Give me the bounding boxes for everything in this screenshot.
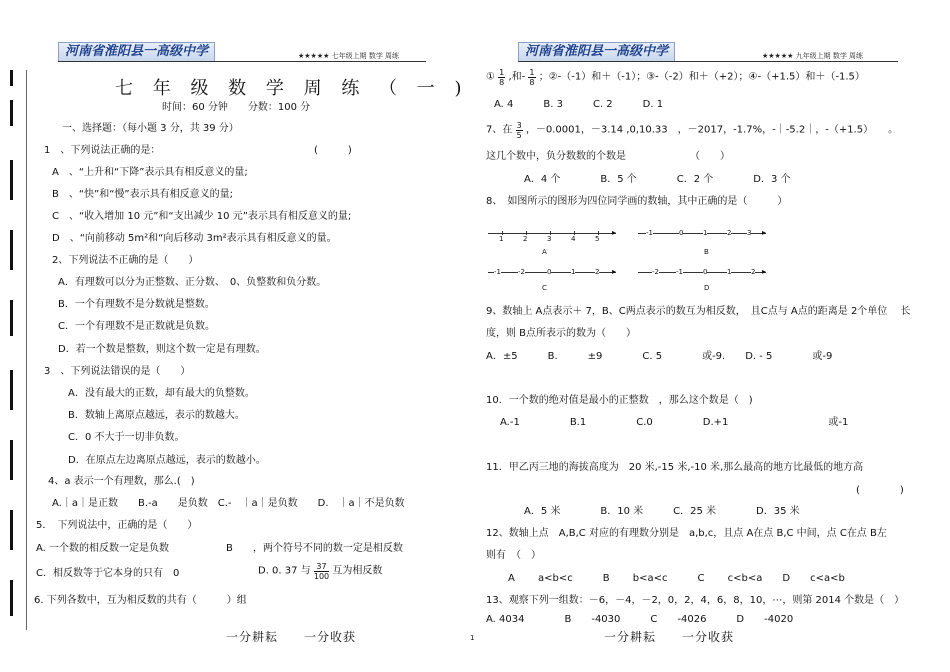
option-b: B 、“快”和“慢”表示具有相反意义的量;	[52, 189, 233, 200]
binding-mark	[10, 230, 13, 270]
binding-mark	[10, 440, 13, 480]
option-d: D．在原点左边离原点越远，表示的数越小。	[68, 455, 266, 466]
axis-label: 2	[523, 235, 528, 243]
question-11-options: A．5 米 B．10 米 C．25 米 D．35 米	[524, 506, 800, 517]
question-10-options: A.-1 B.1 C.0 D.+1 或-1	[500, 417, 849, 428]
axis-label: -1	[494, 268, 501, 276]
question-4: 4、a 表示一个有理数，那么.( )	[48, 476, 195, 487]
axis-caption: A	[542, 248, 547, 256]
axis-label: 1	[499, 235, 504, 243]
numerator: 3	[516, 121, 522, 130]
axis-label: 2	[727, 229, 732, 237]
header-rule-left	[58, 61, 426, 62]
binding-mark	[10, 70, 13, 86]
axis-label: -2	[518, 268, 525, 276]
option-d: D 、“向前移动 5m²和“向后移动 3m²表示具有相反意义的量。	[52, 233, 337, 244]
footer-motto-left: 一分耕耘 一分收获	[226, 630, 357, 644]
option-b: B ，两个符号不同的数一定是相反数	[226, 543, 403, 554]
question-9: 9、数轴上 A点表示＋ 7，B、C两点表示的数互为相反数， 且C点与 A点的距离是 2个单位 长	[486, 306, 911, 317]
item-text: ；②-（-1）和＋（-1）；③-（-2）和＋（+2）；④-（+1.5）和＋（-1.5）	[538, 71, 865, 83]
footer-motto-right: 一分耕耘 一分收获	[604, 630, 735, 644]
axis-label: 4	[571, 235, 576, 243]
question-9-options: A．±5 B. ±9 C. 5 或-9. D. - 5 或-9	[486, 351, 833, 362]
axis-label: 3	[547, 235, 552, 243]
numerator: 1	[529, 68, 535, 77]
axis-label: 0	[679, 229, 684, 237]
binding-mark	[10, 370, 13, 410]
answer-paren: （ ）	[690, 151, 730, 162]
question-4-options: A.｜a｜是正数 B.-a 是负数 C.- ｜a｜是负数 D. ｜a｜不是负数	[52, 498, 405, 509]
question-12: 12、数轴上点 A,B,C 对应的有理数分别是 a,b,c，且点 A在点 B,C 中间，点 C在点 B左	[486, 528, 887, 539]
question-7-prefix: 7、在	[486, 124, 513, 136]
arrow-icon: ▸	[612, 228, 617, 237]
option-d-suffix: 互为相反数	[332, 565, 383, 577]
arrow-icon: ▸	[612, 267, 617, 276]
option-a: A. 一个数的相反数一定是负数	[36, 543, 170, 554]
question-10: 10．一个数的绝对值是最小的正整数 ，那么这个数是（ )	[486, 395, 753, 406]
exam-meta: 时间：60 分钟 分数：100 分	[162, 102, 311, 113]
question-12-options: A a<b<c B b<a<c C c<b<a D c<a<b	[508, 573, 845, 584]
axis-caption: B	[704, 248, 709, 256]
question-8: 8、 如图所示的图形为四位同学画的数轴，其中正确的是（ ）	[486, 196, 788, 207]
axis-caption: D	[704, 284, 710, 292]
answer-paren: ( )	[314, 145, 352, 156]
page-number: 1	[470, 634, 475, 642]
option-b: B．一个有理数不是分数就是整数。	[58, 299, 215, 310]
item-text: ,和-	[508, 71, 526, 83]
header-rule-right	[518, 61, 898, 62]
number-line-a	[488, 233, 616, 234]
binding-mark	[10, 100, 13, 126]
arrow-icon: ▸	[762, 267, 767, 276]
school-logo-left: 河南省淮阳县一高级中学	[58, 42, 215, 62]
question-3: 3 、下列说法错误的是（ ）	[44, 366, 191, 377]
school-logo-right: 河南省淮阳县一高级中学	[518, 42, 675, 62]
option-b: B．数轴上离原点越远，表示的数越大。	[68, 410, 245, 421]
numerator: 1	[499, 68, 505, 77]
denominator: 5	[516, 131, 522, 140]
axis-label: -2	[652, 268, 659, 276]
axis-label: 0	[703, 268, 708, 276]
question-2: 2、下列说法不正确的是（ ）	[52, 255, 199, 266]
question-13-options: A. 4034 B -4030 C -4026 D -4020	[486, 614, 794, 625]
option-a: A 、“上升和“下降”表示具有相反意义的量;	[52, 167, 248, 178]
option-a: A．没有最大的正数，却有最大的负整数。	[68, 388, 255, 399]
question-7	[486, 121, 898, 140]
numerator: 37	[314, 562, 329, 572]
axis-label: 2	[595, 268, 600, 276]
option-d	[258, 562, 382, 581]
question-7-options: A．4 个 B．5 个 C．2 个 D．3 个	[524, 174, 791, 185]
binding-mark	[26, 70, 27, 630]
binding-mark	[10, 300, 13, 336]
fraction	[314, 562, 329, 581]
question-6: 6. 下列各数中，互为相反数的共有（ ）组	[34, 595, 247, 606]
denominator: 8	[529, 78, 535, 87]
option-a: A．有理数可以分为正整数、正分数、 0、负整数和负分数。	[58, 277, 327, 288]
axis-label: 1	[703, 229, 708, 237]
section-heading: 一、选择题：（每小题 3 分，共 39 分）	[62, 123, 239, 134]
axis-label: 5	[595, 235, 600, 243]
item-marker: ①	[486, 71, 495, 83]
question-6-options: A. 4 B. 3 C. 2 D. 1	[494, 99, 664, 110]
axis-label: 1	[571, 268, 576, 276]
axis-label: 3	[747, 229, 752, 237]
option-d-text: D. 0. 37 与	[258, 565, 311, 577]
question-7-numbers: ，－0.0001，－3.14 ,0,10.33 ，－2017，-1.7%，-｜-5.2｜，-（+1.5） 。	[525, 124, 899, 136]
denominator: 100	[313, 572, 330, 581]
option-c: C．相反数等于它本身的只有 0	[36, 568, 180, 579]
fraction	[528, 68, 535, 87]
answer-paren: ( )	[856, 485, 904, 496]
axis-label: 0	[547, 268, 552, 276]
question-7-line2: 这几个数中，负分数数的个数是	[486, 151, 626, 162]
axis-label: -1	[646, 229, 653, 237]
question-13: 13、观察下列一组数：－6，－4，－2，0，2，4，6，8，10，⋯，则第 2014 个数是（ ）	[486, 595, 905, 606]
option-d: D．若一个数是整数，则这个数一定是有理数。	[58, 344, 266, 355]
binding-mark	[10, 160, 13, 200]
axis-label: -1	[676, 268, 683, 276]
binding-mark	[10, 510, 13, 550]
fraction	[516, 121, 523, 140]
option-c: C 、“收入增加 10 元”和“支出减少 10 元”表示具有相反意义的量;	[52, 211, 352, 222]
option-c: C．一个有理数不是正数就是负数。	[58, 321, 215, 332]
number-line-figure	[482, 220, 782, 296]
denominator: 8	[499, 78, 505, 87]
header-info-right: ★★★★★ 九年级上期 数学 周练	[762, 52, 864, 60]
axis-label: 1	[727, 268, 732, 276]
axis-caption: C	[542, 284, 547, 292]
question-5: 5． 下列说法中，正确的是（ ）	[36, 520, 198, 531]
question-11: 11．甲乙丙三地的海拔高度为 20 米,-15 米,-10 米,那么最高的地方比最低的地方高	[486, 462, 864, 473]
fraction	[498, 68, 505, 87]
question-6-items	[486, 68, 865, 87]
page-title: 七 年 级 数 学 周 练 （ 一 )	[115, 78, 469, 99]
axis-label: 2	[751, 268, 756, 276]
binding-mark	[10, 580, 13, 616]
header-info-left: ★★★★★ 七年级上期 数学 周练	[298, 52, 400, 60]
question-1: 1 、下列说法正确的是：	[44, 145, 161, 156]
question-9-line2: 度，则 B点所表示的数为（ ）	[486, 328, 637, 339]
option-c: C．0 不大于一切非负数。	[68, 432, 185, 443]
arrow-icon: ▸	[762, 228, 767, 237]
question-12-line2: 则有 （ ）	[486, 550, 541, 561]
